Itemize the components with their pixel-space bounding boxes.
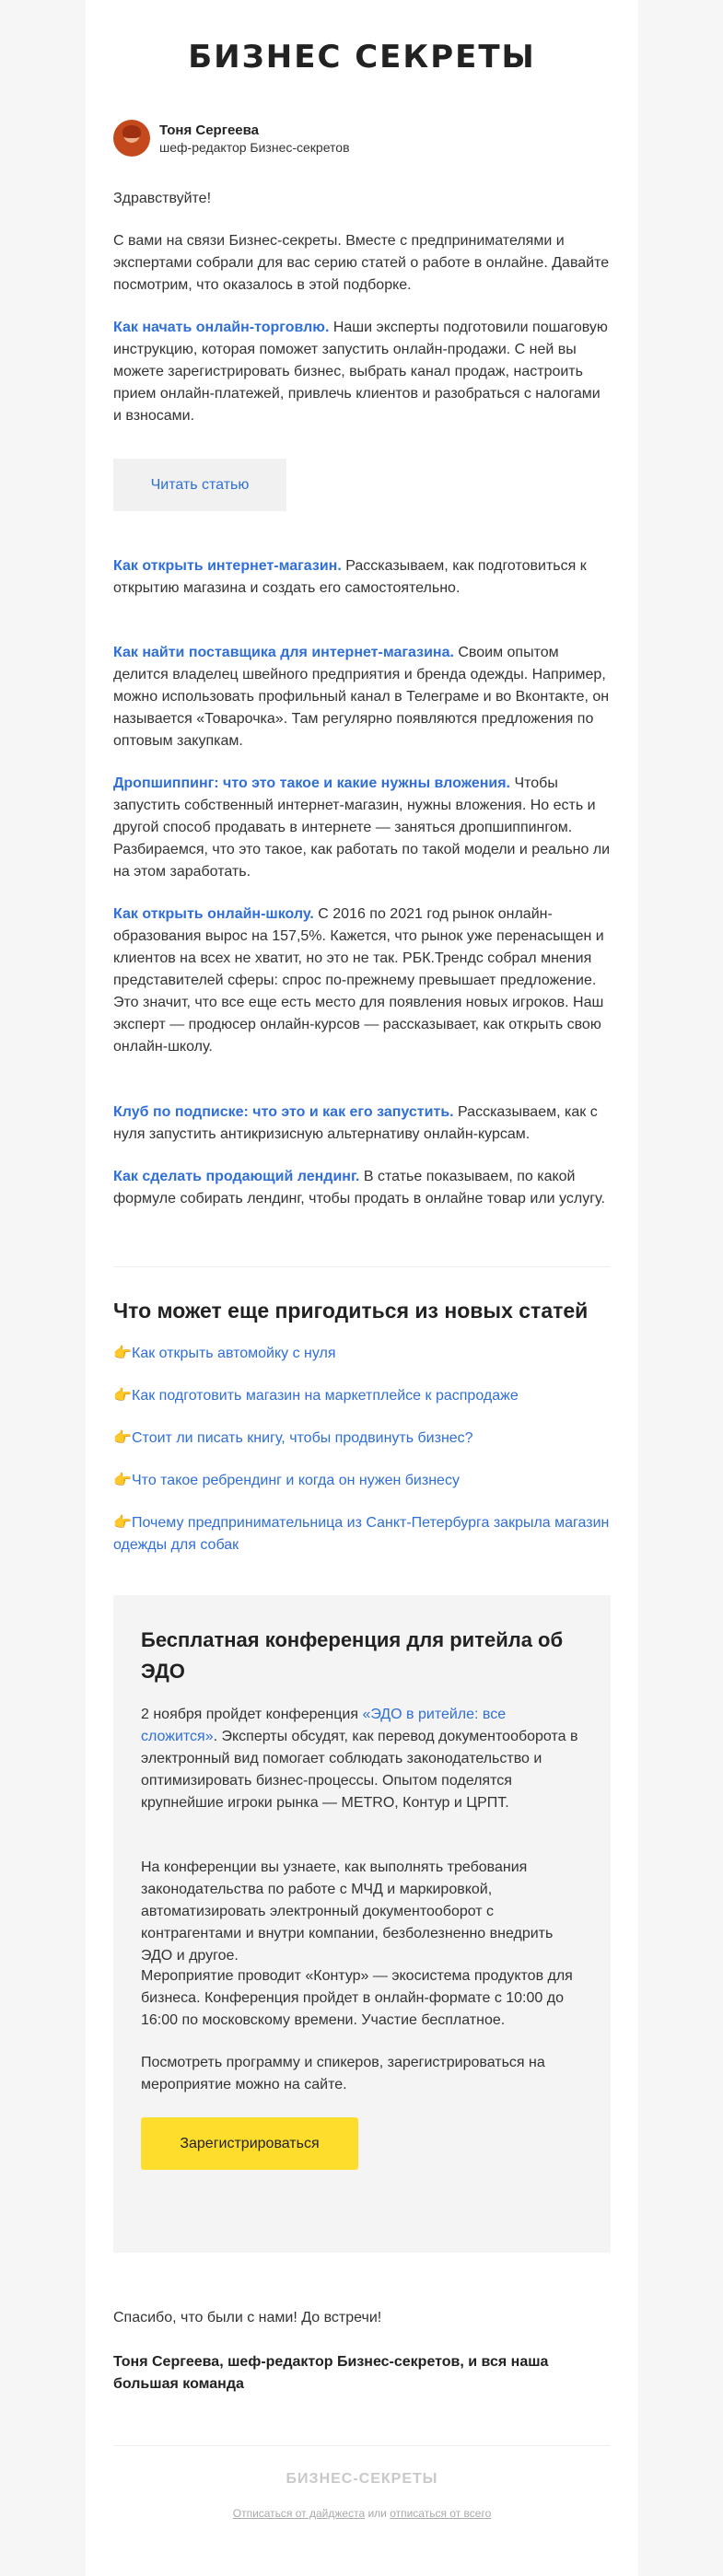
- article-link[interactable]: Как сделать продающий лендинг.: [113, 1169, 360, 1184]
- closing-thanks: [113, 2307, 611, 2329]
- pointing-hand-icon: 👉: [113, 1388, 132, 1404]
- conference-title-wrap: [141, 1625, 583, 1687]
- article-item: [113, 555, 611, 600]
- article-item: [113, 903, 611, 1058]
- conference-title: Бесплатная конференция для ритейла об ЭДО: [141, 1628, 564, 1683]
- recommended-item: [113, 1512, 611, 1556]
- article-text: Чтобы запустить собственный интернет-магазин, нужны вложения. Но есть и другой способ продавать в интернете — заняться дропшиппингом. Разбираемся, что это такое, как работать по такой модели и реально ли на этом заработать.: [113, 775, 611, 880]
- thanks-text: Спасибо, что были с нами! До встречи!: [113, 2310, 382, 2325]
- conference-text: Мероприятие проводит «Контур» — экосистема продуктов для бизнеса. Конференция пройдет в онлайн-формате с 10:00 до 16:00 по московскому времени. Участие бесплатное.: [141, 1968, 573, 2028]
- signature-text: Тоня Сергеева, шеф-редактор Бизнес-секретов, и вся наша большая команда: [113, 2354, 549, 2392]
- article-paragraph: [113, 903, 611, 1058]
- article-link[interactable]: Как открыть онлайн-школу.: [113, 906, 314, 922]
- feature-link[interactable]: Как начать онлайн-торговлю.: [113, 320, 330, 335]
- author-block: [113, 120, 611, 158]
- greeting: [113, 188, 611, 210]
- conference-p4: [141, 2052, 583, 2096]
- conference-p1: [141, 1704, 583, 1814]
- conference-text: На конференции вы узнаете, как выполнять требования законодательства по работе с МЧД и маркировкой, автоматизировать электронный документооборот с контрагентами и внутри компании, безболезненно внедрить ЭДО и другое.: [141, 1859, 554, 1964]
- read-article-button[interactable]: Читать статью: [113, 459, 286, 511]
- recommended-item: [113, 1385, 611, 1407]
- conference-text: [141, 1704, 583, 1814]
- article-text: В статье показываем, по какой формуле собирать лендинг, чтобы продать в онлайне товар или услугу.: [113, 1169, 605, 1206]
- recommended-item: [113, 1428, 611, 1450]
- article-item: [113, 642, 611, 752]
- footer-or: или: [365, 2507, 391, 2520]
- closing-signature: [113, 2351, 611, 2395]
- article-item: [113, 1166, 611, 1210]
- article-paragraph: [113, 773, 611, 883]
- recommended-link[interactable]: Стоит ли писать книгу, чтобы продвинуть бизнес?: [132, 1430, 473, 1446]
- pointing-hand-icon: 👉: [113, 1515, 132, 1531]
- article-text: Рассказываем, как с нуля запустить антикризисную альтернативу онлайн-курсам.: [113, 1104, 598, 1142]
- greeting-text: Здравствуйте!: [113, 191, 212, 206]
- article-link[interactable]: Клуб по подписке: что это и как его запустить.: [113, 1104, 454, 1120]
- recommended-link[interactable]: Что такое ребрендинг и когда он нужен бизнесу: [132, 1473, 460, 1488]
- article-link[interactable]: Как открыть интернет-магазин.: [113, 558, 342, 574]
- recommended-link[interactable]: Почему предпринимательница из Санкт-Петербурга закрыла магазин одежды для собак: [113, 1515, 610, 1553]
- recommended-link[interactable]: Как открыть автомойку с нуля: [132, 1346, 336, 1361]
- recommended-link[interactable]: Как подготовить магазин на маркетплейсе к распродаже: [132, 1388, 519, 1404]
- register-button[interactable]: Зарегистрироваться: [141, 2117, 358, 2170]
- intro-text: С вами на связи Бизнес-секреты. Вместе с предпринимателями и экспертами собрали для вас серию статей о работе в онлайне. Давайте посмотрим, что оказалось в этой подборке.: [113, 233, 610, 293]
- email-container: [86, 0, 638, 2576]
- article-item: [113, 773, 611, 883]
- article-paragraph: [113, 642, 611, 752]
- conference-link[interactable]: «ЭДО в ритейле: все сложится»: [141, 1707, 507, 1744]
- pointing-hand-icon: 👉: [113, 1473, 132, 1488]
- more-title: Что может еще пригодиться из новых статей: [113, 1299, 589, 1323]
- article-link[interactable]: Как найти поставщика для интернет-магазина.: [113, 645, 454, 660]
- pointing-hand-icon: 👉: [113, 1346, 132, 1361]
- feature-article: [113, 317, 611, 427]
- footer-links: [86, 2507, 638, 2520]
- unsubscribe-all-link[interactable]: отписаться от всего: [390, 2507, 492, 2520]
- conference-p2: [141, 1857, 583, 1967]
- unsubscribe-digest-link[interactable]: Отписаться от дайджеста: [232, 2507, 366, 2520]
- article-paragraph: [113, 555, 611, 600]
- conference-text-part: . Эксперты обсудят, как перевод документооборота в электронный вид помогает соблюдать законодательство и оптимизировать бизнес-процессы. Опытом поделятся крупнейшие игроки рынка — METRO, Контур и ЦРПТ.: [141, 1729, 578, 1811]
- article-text: С 2016 по 2021 год рынок онлайн-образования вырос на 157,5%. Кажется, что рынок уже перенасыщен и клиентов на всех не хватит, но это не так. РБК.Трендс собрал мнения представителей сферы: спрос по-прежнему превышает предложение. Это значит, что все еще есть место для появления новых игроков. Наш эксперт — продюсер онлайн-курсов — рассказывает, как открыть свою онлайн-школу.: [113, 906, 604, 1055]
- pointing-hand-icon: 👉: [113, 1430, 132, 1446]
- author-role: шеф-редактор Бизнес-секретов: [159, 140, 350, 155]
- article-text: Своим опытом делится владелец швейного предприятия и бренда одежды. Например, можно использовать профильный канал в Телеграме и во Вконтакте, он называется «Товарочка». Там регулярно появляются предложения по оптовым закупкам.: [113, 645, 610, 749]
- conference-card: [113, 1595, 611, 2253]
- article-text: Рассказываем, как подготовиться к открытию магазина и создать его самостоятельно.: [113, 558, 587, 596]
- author-name: Тоня Сергеева: [159, 122, 259, 138]
- footer-logo: БИЗНЕС-СЕКРЕТЫ: [286, 2471, 438, 2487]
- intro: [113, 230, 611, 297]
- recommended-item: [113, 1470, 611, 1492]
- conference-text-part: 2 ноября пройдет конференция: [141, 1707, 363, 1722]
- conference-p3: [141, 1965, 583, 2032]
- divider: [113, 2445, 611, 2446]
- brand-logo: БИЗНЕС СЕКРЕТЫ: [188, 39, 536, 76]
- recommended-item: [113, 1343, 611, 1365]
- feature-paragraph: [113, 317, 611, 427]
- divider: [113, 1266, 611, 1267]
- conference-text: Посмотреть программу и спикеров, зарегистрироваться на мероприятие можно на сайте.: [141, 2055, 545, 2092]
- article-paragraph: [113, 1166, 611, 1210]
- article-paragraph: [113, 1102, 611, 1146]
- feature-text: Наши эксперты подготовили пошаговую инструкцию, которая поможет запустить онлайн-продажи. С ней вы можете зарегистрировать бизнес, выбрать канал продаж, настроить прием онлайн-платежей, привлечь клиентов и разобраться с налогами и взносами.: [113, 320, 608, 424]
- article-item: [113, 1102, 611, 1146]
- more-section-title: [113, 1299, 611, 1323]
- article-link[interactable]: Дропшиппинг: что это такое и какие нужны вложения.: [113, 775, 510, 791]
- avatar: [113, 120, 150, 157]
